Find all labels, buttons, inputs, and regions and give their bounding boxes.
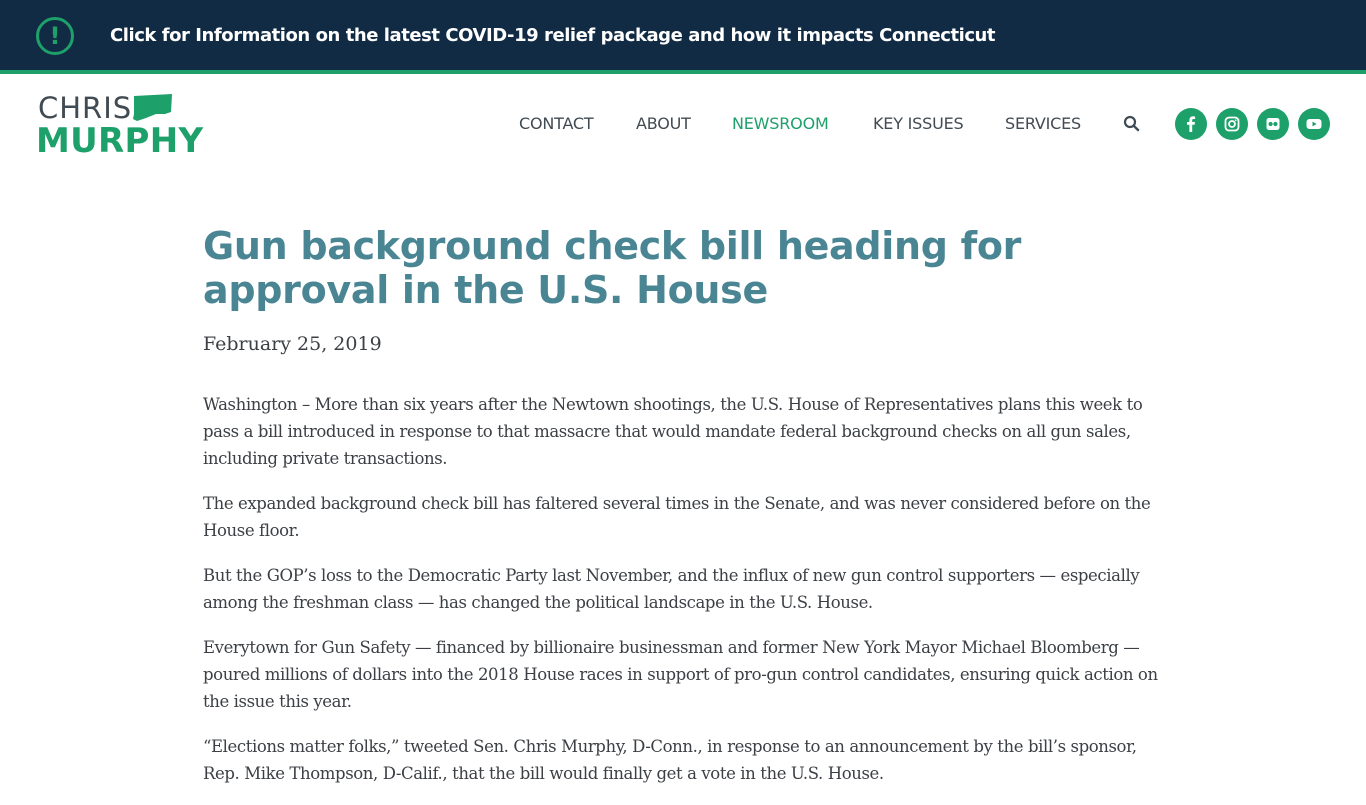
- exclamation-circle-icon: !: [36, 17, 74, 55]
- covid-info-link[interactable]: Click for Information on the latest COVID-19 relief package and how it impacts Connecticut: [110, 25, 996, 46]
- logo-first-name: CHRIS: [38, 91, 133, 125]
- instagram-icon: [1216, 108, 1248, 140]
- article-paragraph: The expanded background check bill has faltered several times in the Senate, and was never considered before on the House floor.: [203, 494, 1151, 540]
- logo-last-name: MURPHY: [36, 121, 204, 161]
- facebook-icon: [1175, 108, 1207, 140]
- nav-contact[interactable]: CONTACT: [519, 114, 594, 133]
- youtube-button[interactable]: [1298, 108, 1330, 140]
- instagram-button[interactable]: [1216, 108, 1248, 140]
- nav-services[interactable]: SERVICES: [1005, 114, 1082, 133]
- youtube-icon: [1298, 108, 1330, 140]
- covid-alert-banner: [0, 0, 1366, 74]
- article-paragraph: “Elections matter folks,” tweeted Sen. Chris Murphy, D-Conn., in response to an announcement by the bill’s sponsor, Rep. Mike Thompson, D-Calif., that the bill would finally get a vote in the U.S. House.: [203, 737, 1137, 783]
- article-paragraph: Washington – More than six years after the Newtown shootings, the U.S. House of Representatives plans this week to pass a bill introduced in response to that massacre that would mandate federal background checks on all gun sales, including private transactions.: [203, 395, 1143, 468]
- article-date: February 25, 2019: [203, 333, 382, 355]
- search-icon: [1122, 114, 1142, 134]
- article-body: [203, 391, 1166, 805]
- nav-about[interactable]: ABOUT: [636, 114, 691, 133]
- flickr-icon: [1257, 108, 1289, 140]
- search-button[interactable]: [1122, 114, 1142, 134]
- nav-newsroom[interactable]: NEWSROOM: [732, 114, 829, 133]
- article-paragraph: But the GOP’s loss to the Democratic Party last November, and the influx of new gun control supporters — especially among the freshman class — has changed the political landscape in the U.S. House.: [203, 566, 1140, 612]
- article-paragraph: Everytown for Gun Safety — financed by billionaire businessman and former New York Mayor Michael Bloomberg — poured millions of dollars into the 2018 House races in support of pro-gun control candidates, ensuring quick action on the issue this year.: [203, 638, 1158, 711]
- article-title: Gun background check bill heading for approval in the U.S. House: [203, 224, 1022, 312]
- facebook-button[interactable]: [1175, 108, 1207, 140]
- flickr-button[interactable]: [1257, 108, 1289, 140]
- site-logo[interactable]: [36, 88, 216, 160]
- nav-key-issues[interactable]: KEY ISSUES: [873, 114, 964, 133]
